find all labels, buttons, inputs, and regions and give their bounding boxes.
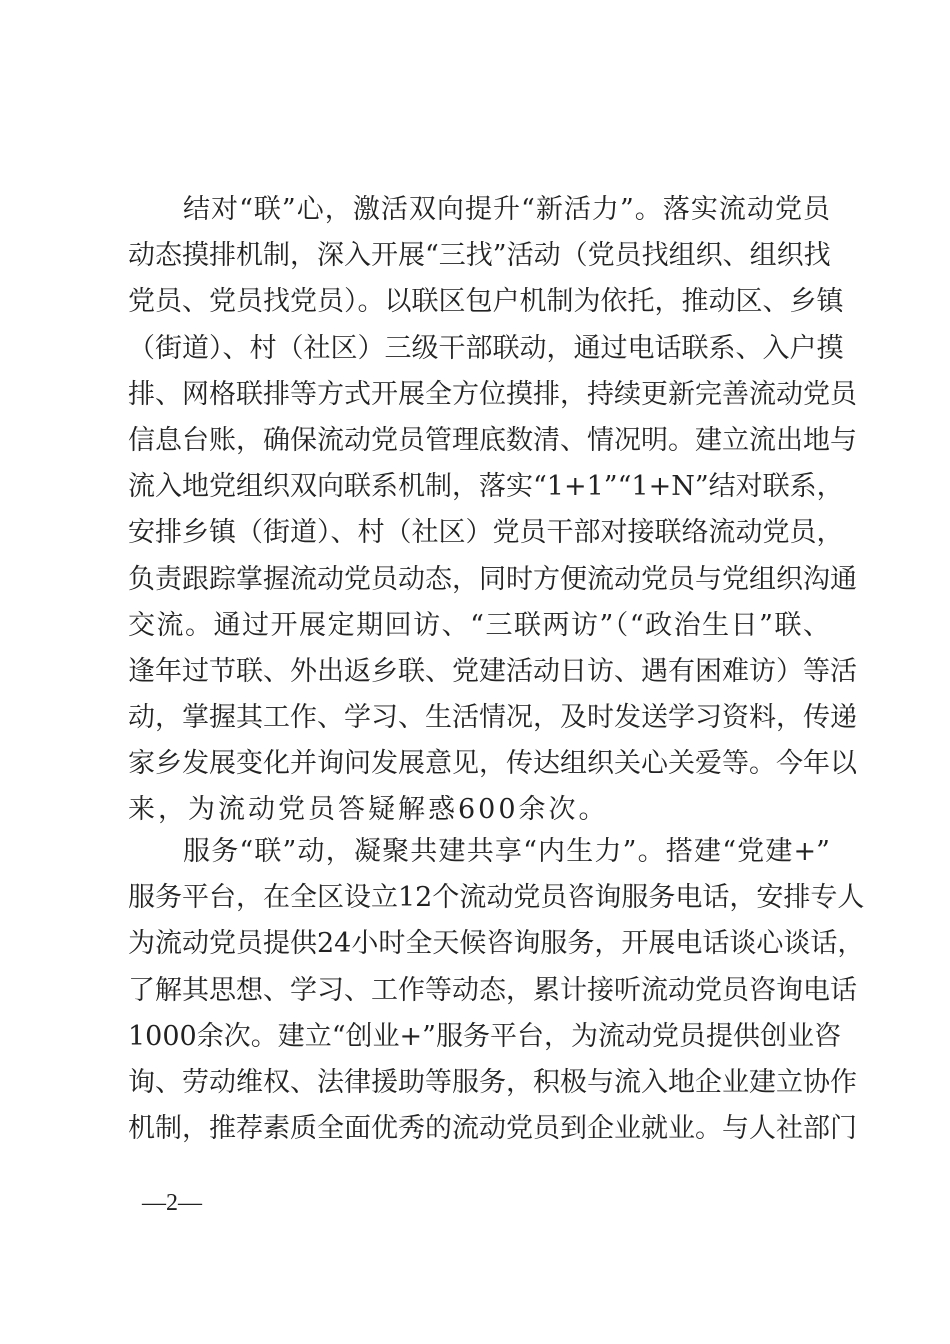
text-line: 动，掌握其工作、学习、生活情况，及时发送学习资料，传递 [128, 702, 857, 734]
text-line: 了解其思想、学习、工作等动态，累计接听流动党员咨询电话 [128, 974, 857, 1006]
text-line: 结对“联”心，激活双向提升“新活力”。落实流动党员 [183, 194, 830, 225]
page-number: —2— [142, 1190, 202, 1216]
text-line: （街道）、村（社区）三级干部联动，通过电话联系、入户摸 [128, 332, 844, 364]
text-line: 逢年过节联、外出返乡联、党建活动日访、遇有困难访）等活 [128, 655, 857, 687]
text-line: 信息台账，确保流动党员管理底数清、情况明。建立流出地与 [128, 424, 857, 456]
text-line: 询、劳动维权、法律援助等服务，积极与流入地企业建立协作 [128, 1066, 857, 1098]
text-line: 服务平台，在全区设立12个流动党员咨询服务电话，安排专人 [128, 882, 865, 914]
text-line: 流入地党组织双向联系机制，落实“1+1”“1+N”结对联系， [128, 471, 844, 503]
text-line: 机制，推荐素质全面优秀的流动党员到企业就业。与人社部门 [128, 1113, 857, 1145]
text-line: 交流。通过开展定期回访、“三联两访”（“政治生日”联、 [128, 609, 830, 641]
text-line: 来，为流动党员答疑解惑600余次。 [128, 794, 609, 826]
text-line: 党员、党员找党员）。以联区包户机制为依托，推动区、乡镇 [128, 286, 844, 318]
text-line: 1000余次。建立“创业+”服务平台，为流动党员提供创业咨 [128, 1020, 841, 1052]
text-line: 为流动党员提供24小时全天候咨询服务，开展电话谈心谈话， [128, 928, 865, 960]
paragraph-2 [128, 829, 865, 1152]
text-line: 负责跟踪掌握流动党员动态，同时方便流动党员与党组织沟通 [128, 563, 857, 595]
text-line: 服务“联”动，凝聚共建共享“内生力”。搭建“党建+” [183, 836, 830, 867]
text-line: 安排乡镇（街道）、村（社区）党员干部对接联络流动党员， [128, 517, 844, 549]
text-line: 排、网格联排等方式开展全方位摸排，持续更新完善流动党员 [128, 378, 857, 410]
text-line: 动态摸排机制，深入开展“三找”活动（党员找组织、组织找 [128, 240, 831, 272]
paragraph-1 [128, 187, 857, 834]
text-line: 家乡发展变化并询问发展意见，传达组织关心关爱等。今年以 [128, 748, 857, 780]
